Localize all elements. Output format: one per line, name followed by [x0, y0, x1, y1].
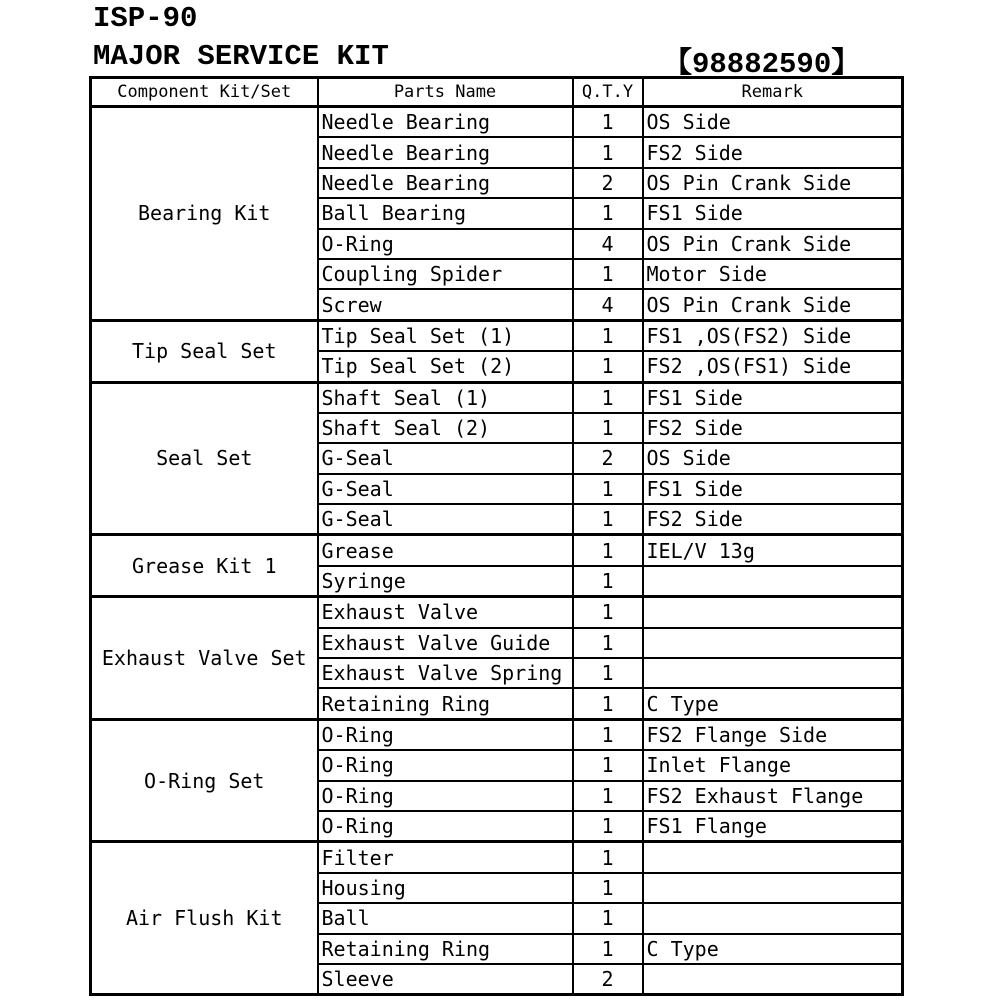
- parts-name-cell: O-Ring: [318, 781, 573, 811]
- parts-name-cell: O-Ring: [318, 719, 573, 750]
- qty-cell: 1: [573, 873, 643, 903]
- qty-cell: 1: [573, 107, 643, 138]
- qty-cell: 1: [573, 259, 643, 289]
- qty-cell: 1: [573, 137, 643, 167]
- document-title: MAJOR SERVICE KIT: [93, 40, 389, 73]
- qty-cell: 1: [573, 719, 643, 750]
- parts-name-cell: Housing: [318, 873, 573, 903]
- parts-name-cell: Filter: [318, 842, 573, 873]
- parts-name-cell: Needle Bearing: [318, 137, 573, 167]
- qty-cell: 2: [573, 443, 643, 473]
- remark-cell: [643, 658, 903, 688]
- table-row: [91, 382, 903, 413]
- parts-name-cell: Needle Bearing: [318, 168, 573, 198]
- column-header-parts-name: Parts Name: [318, 78, 573, 107]
- parts-name-cell: G-Seal: [318, 504, 573, 535]
- table-row: [91, 597, 903, 628]
- qty-cell: 1: [573, 688, 643, 719]
- parts-name-cell: Grease: [318, 535, 573, 566]
- parts-name-cell: Screw: [318, 289, 573, 320]
- component-kit-cell: Grease Kit 1: [91, 535, 318, 597]
- remark-cell: [643, 566, 903, 597]
- column-header-qty: Q.T.Y: [573, 78, 643, 107]
- component-kit-cell: Air Flush Kit: [91, 842, 318, 995]
- qty-cell: 1: [573, 811, 643, 842]
- remark-cell: C Type: [643, 934, 903, 964]
- qty-cell: 1: [573, 781, 643, 811]
- remark-cell: FS1 Flange: [643, 811, 903, 842]
- table-body: [91, 107, 903, 995]
- qty-cell: 2: [573, 964, 643, 995]
- kit-code: 【98882590】: [663, 48, 861, 81]
- parts-name-cell: Exhaust Valve: [318, 597, 573, 628]
- table-row: [91, 320, 903, 351]
- remark-cell: [643, 628, 903, 658]
- qty-cell: 1: [573, 351, 643, 382]
- remark-cell: [643, 903, 903, 933]
- parts-name-cell: Tip Seal Set (2): [318, 351, 573, 382]
- remark-cell: OS Pin Crank Side: [643, 289, 903, 320]
- parts-name-cell: Shaft Seal (1): [318, 382, 573, 413]
- qty-cell: 1: [573, 198, 643, 228]
- parts-name-cell: Tip Seal Set (1): [318, 320, 573, 351]
- table-row: [91, 719, 903, 750]
- component-kit-cell: Bearing Kit: [91, 107, 318, 321]
- qty-cell: 1: [573, 566, 643, 597]
- component-kit-cell: Exhaust Valve Set: [91, 597, 318, 720]
- qty-cell: 1: [573, 320, 643, 351]
- qty-cell: 1: [573, 413, 643, 443]
- table-header-row: [91, 78, 903, 107]
- qty-cell: 1: [573, 658, 643, 688]
- table-row: [91, 842, 903, 873]
- model-title: ISP-90: [93, 2, 198, 35]
- qty-cell: 1: [573, 750, 643, 780]
- qty-cell: 1: [573, 535, 643, 566]
- parts-name-cell: O-Ring: [318, 811, 573, 842]
- remark-cell: FS1 Side: [643, 474, 903, 504]
- qty-cell: 1: [573, 597, 643, 628]
- qty-cell: 1: [573, 628, 643, 658]
- component-kit-cell: O-Ring Set: [91, 719, 318, 842]
- remark-cell: [643, 873, 903, 903]
- component-kit-cell: Seal Set: [91, 382, 318, 535]
- remark-cell: OS Side: [643, 107, 903, 138]
- remark-cell: C Type: [643, 688, 903, 719]
- parts-name-cell: Exhaust Valve Guide: [318, 628, 573, 658]
- remark-cell: FS2 Side: [643, 413, 903, 443]
- qty-cell: 1: [573, 504, 643, 535]
- parts-name-cell: G-Seal: [318, 443, 573, 473]
- qty-cell: 1: [573, 382, 643, 413]
- parts-name-cell: Exhaust Valve Spring: [318, 658, 573, 688]
- remark-cell: OS Pin Crank Side: [643, 229, 903, 259]
- remark-cell: FS2 Exhaust Flange: [643, 781, 903, 811]
- remark-cell: [643, 597, 903, 628]
- parts-name-cell: Coupling Spider: [318, 259, 573, 289]
- parts-name-cell: Ball: [318, 903, 573, 933]
- remark-cell: [643, 842, 903, 873]
- parts-name-cell: Retaining Ring: [318, 688, 573, 719]
- parts-name-cell: O-Ring: [318, 750, 573, 780]
- parts-name-cell: O-Ring: [318, 229, 573, 259]
- remark-cell: FS1 Side: [643, 198, 903, 228]
- parts-name-cell: G-Seal: [318, 474, 573, 504]
- remark-cell: OS Pin Crank Side: [643, 168, 903, 198]
- remark-cell: IEL/V 13g: [643, 535, 903, 566]
- parts-name-cell: Needle Bearing: [318, 107, 573, 138]
- remark-cell: Inlet Flange: [643, 750, 903, 780]
- parts-table: [89, 76, 904, 996]
- qty-cell: 2: [573, 168, 643, 198]
- parts-name-cell: Syringe: [318, 566, 573, 597]
- qty-cell: 1: [573, 903, 643, 933]
- qty-cell: 1: [573, 474, 643, 504]
- column-header-component: Component Kit/Set: [91, 78, 318, 107]
- qty-cell: 4: [573, 229, 643, 259]
- remark-cell: Motor Side: [643, 259, 903, 289]
- remark-cell: OS Side: [643, 443, 903, 473]
- parts-name-cell: Shaft Seal (2): [318, 413, 573, 443]
- remark-cell: FS2 Side: [643, 504, 903, 535]
- qty-cell: 1: [573, 842, 643, 873]
- table-row: [91, 535, 903, 566]
- remark-cell: FS2 Side: [643, 137, 903, 167]
- remark-cell: FS1 ,OS(FS2) Side: [643, 320, 903, 351]
- parts-name-cell: Retaining Ring: [318, 934, 573, 964]
- component-kit-cell: Tip Seal Set: [91, 320, 318, 382]
- remark-cell: FS2 Flange Side: [643, 719, 903, 750]
- remark-cell: FS1 Side: [643, 382, 903, 413]
- parts-name-cell: Sleeve: [318, 964, 573, 995]
- column-header-remark: Remark: [643, 78, 903, 107]
- qty-cell: 4: [573, 289, 643, 320]
- remark-cell: [643, 964, 903, 995]
- remark-cell: FS2 ,OS(FS1) Side: [643, 351, 903, 382]
- qty-cell: 1: [573, 934, 643, 964]
- parts-name-cell: Ball Bearing: [318, 198, 573, 228]
- table-row: [91, 107, 903, 138]
